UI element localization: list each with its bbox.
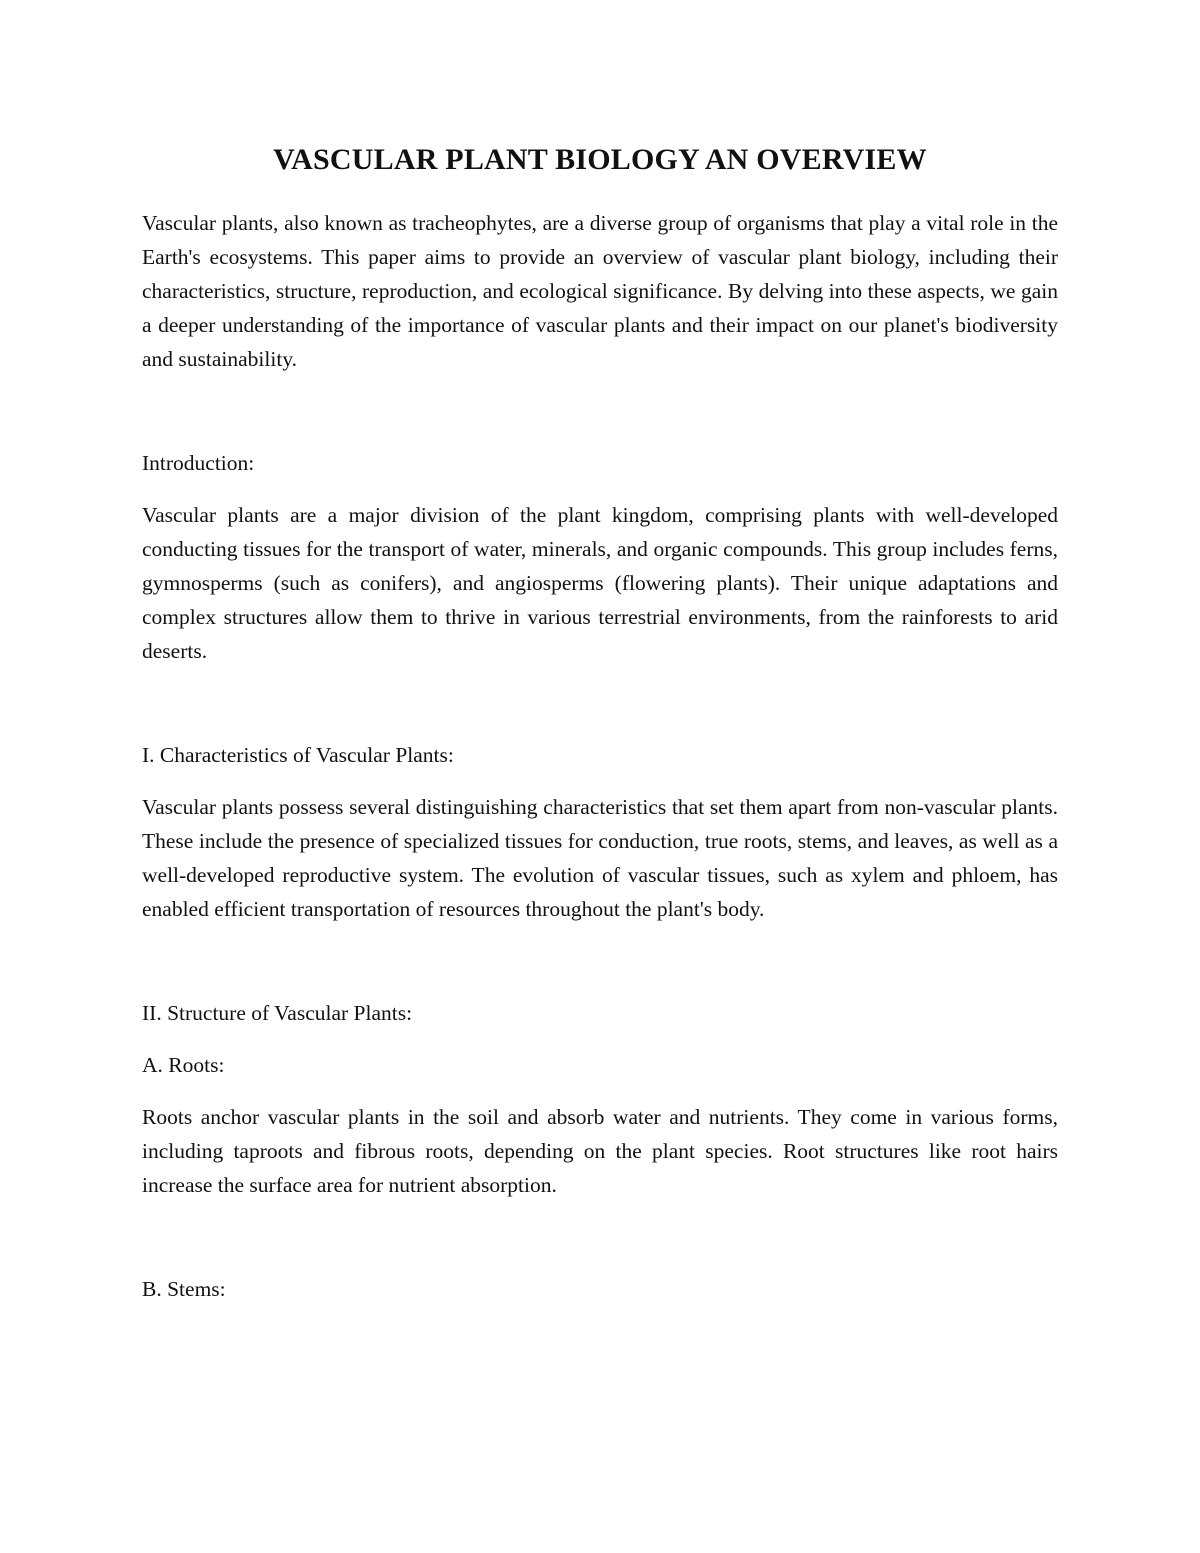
abstract-paragraph: Vascular plants, also known as tracheophytes, are a diverse group of organisms that play a vital role in the Earth's ecosystems. This paper aims to provide an overview of vascular plant biology, including their characteristics, structure, reproduction, and ecological significance. By delving into these aspects, we gain a deeper understanding of the importance of vascular plants and their impact on our planet's biodiversity and sustainability. xyxy=(142,211,1058,371)
section-structure-heading: II. Structure of Vascular Plants: xyxy=(142,1001,413,1025)
introduction-heading: Introduction: xyxy=(142,451,255,475)
subsection-roots-paragraph: Roots anchor vascular plants in the soil and absorb water and nutrients. They come in various forms, including taproots and fibrous roots, depending on the plant species. Root structures like root hairs increase the surface area for nutrient absorption. xyxy=(142,1105,1058,1197)
document-title: VASCULAR PLANT BIOLOGY AN OVERVIEW xyxy=(273,143,927,176)
subsection-stems-heading: B. Stems: xyxy=(142,1277,226,1301)
subsection-roots-heading: A. Roots: xyxy=(142,1053,225,1077)
section-characteristics-heading: I. Characteristics of Vascular Plants: xyxy=(142,743,454,767)
introduction-paragraph: Vascular plants are a major division of the plant kingdom, comprising plants with well-developed conducting tissues for the transport of water, minerals, and organic compounds. This group includes ferns, gymnosperms (such as conifers), and angiosperms (flowering plants). Their unique adaptations and complex structures allow them to thrive in various terrestrial environments, from the rainforests to arid deserts. xyxy=(142,503,1058,663)
section-characteristics-paragraph: Vascular plants possess several distinguishing characteristics that set them apart from non-vascular plants. These include the presence of specialized tissues for conduction, true roots, stems, and leaves, as well as a well-developed reproductive system. The evolution of vascular tissues, such as xylem and phloem, has enabled efficient transportation of resources throughout the plant's body. xyxy=(142,795,1058,921)
document-content xyxy=(142,140,1058,1306)
